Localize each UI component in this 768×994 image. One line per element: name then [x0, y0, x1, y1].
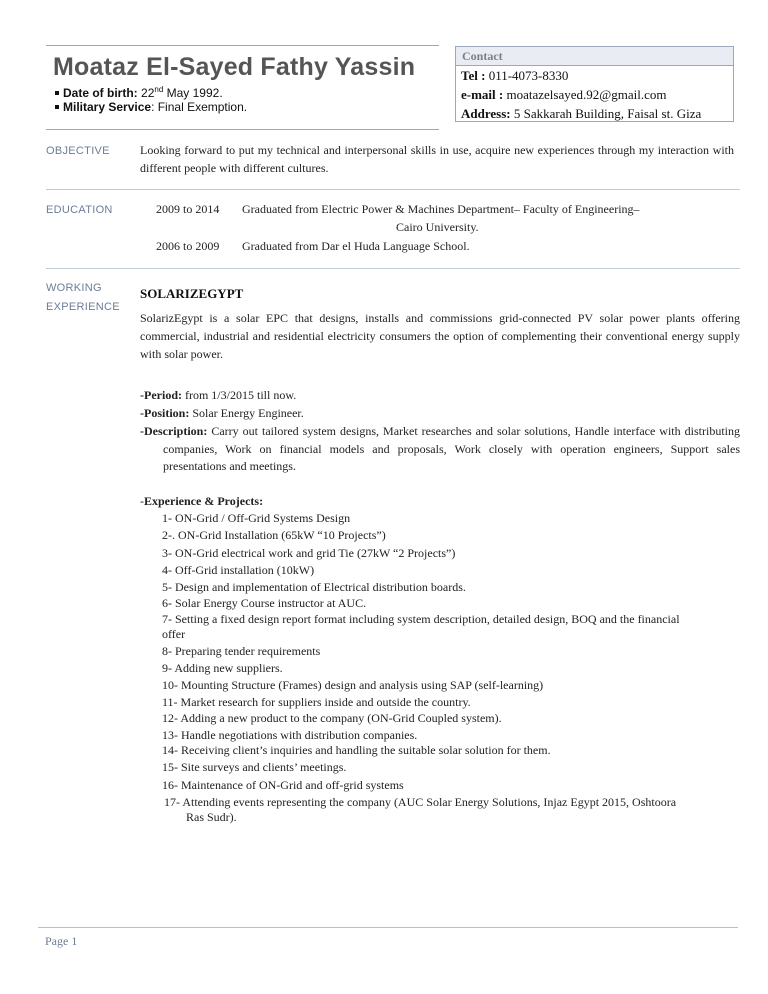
- education-desc: Graduated from Dar el Huda Language School.: [242, 239, 470, 253]
- period-value: from 1/3/2015 till now.: [181, 388, 297, 402]
- list-item: 3- ON-Grid electrical work and grid Tie (27kW “2 Projects”): [162, 546, 456, 560]
- contact-heading-bar: [456, 47, 733, 66]
- description: [140, 423, 740, 476]
- experience-label-line-1: WORKING: [46, 282, 102, 294]
- dob-day: 22: [141, 86, 155, 100]
- bullet-square-icon: [55, 105, 59, 109]
- list-item: 6- Solar Energy Course instructor at AUC.: [162, 596, 367, 610]
- education-desc: Graduated from Electric Power & Machines Department– Faculty of Engineering–: [242, 202, 640, 216]
- education-label: EDUCATION: [46, 204, 113, 216]
- position-value: Solar Energy Engineer.: [189, 406, 304, 420]
- list-item: 2-. ON-Grid Installation (65kW “10 Projects”): [162, 528, 386, 542]
- list-item: 14- Receiving client’s inquiries and handling the suitable solar solution for them.: [162, 743, 551, 757]
- list-item: 10- Mounting Structure (Frames) design and analysis using SAP (self-learning): [162, 678, 544, 692]
- list-item: 1- ON-Grid / Off-Grid Systems Design: [162, 511, 351, 525]
- list-item: 15- Site surveys and clients’ meetings.: [162, 760, 347, 774]
- section-divider: [46, 268, 740, 269]
- list-item: 17- Attending events representing the company (AUC Solar Energy Solutions, Injaz Egypt 2015, Oshtoora: [164, 795, 677, 809]
- list-item-cont: Ras Sudr).: [186, 810, 237, 824]
- email-label: e-mail :: [461, 87, 504, 102]
- position: [140, 404, 304, 422]
- dob-label: Date of birth:: [63, 86, 138, 100]
- period-label: -Period:: [140, 388, 182, 402]
- header-top-rule: [46, 45, 439, 46]
- projects-label: Experience & Projects:: [144, 494, 264, 508]
- projects-prefix: -: [140, 494, 144, 508]
- position-label: -Position:: [140, 406, 190, 420]
- objective-text: Looking forward to put my technical and interpersonal skills in use, acquire new experiences through my interaction with different people with different cultures.: [140, 143, 734, 175]
- list-item: 13- Handle negotiations with distribution companies.: [162, 728, 418, 742]
- list-item: 8- Preparing tender requirements: [162, 644, 321, 658]
- footer-rule: [38, 927, 738, 928]
- list-item: 9- Adding new suppliers.: [162, 661, 283, 675]
- list-item: 7- Setting a fixed design report format including system description, detailed design, BOQ and the financial: [162, 612, 680, 626]
- company-name: SOLARIZEGYPT: [140, 286, 244, 301]
- objective-label: OBJECTIVE: [46, 145, 110, 157]
- period: [140, 386, 296, 404]
- header-bottom-rule: [46, 129, 439, 130]
- description-value: Carry out tailored system designs, Market researches and solar solutions, Handle interface with distributing companies, Work on financial models and proposals, Work closely with operation engineers, Support sales presentations and meetings.: [163, 424, 740, 473]
- contact-tel: [461, 68, 568, 84]
- experience-label: [46, 279, 120, 317]
- bullet-square-icon: [55, 91, 59, 95]
- education-years: 2009 to 2014: [156, 202, 220, 216]
- experience-label-line-2: EXPERIENCE: [46, 301, 120, 313]
- contact-email: [461, 87, 666, 103]
- section-divider: [46, 189, 740, 190]
- military-service: [55, 100, 247, 114]
- dob-rest: May 1992.: [163, 86, 223, 100]
- list-item: 12- Adding a new product to the company (ON-Grid Coupled system).: [162, 711, 502, 725]
- projects-heading: [140, 492, 263, 510]
- military-value: : Final Exemption.: [151, 100, 248, 114]
- list-item: 4- Off-Grid installation (10kW): [162, 563, 315, 577]
- candidate-name: Moataz El-Sayed Fathy Yassin: [53, 53, 416, 81]
- list-item-cont: offer: [162, 627, 186, 641]
- dob-suffix: nd: [154, 85, 164, 94]
- date-of-birth: [55, 85, 223, 100]
- education-years: 2006 to 2009: [156, 239, 220, 253]
- company-description: SolarizEgypt is a solar EPC that designs, installs and commissions grid-connected PV solar power plants offering commercial, industrial and residential electricity consumers the option of complementing their conventional energy supply with solar power.: [140, 311, 740, 361]
- address-label: Address:: [461, 106, 511, 121]
- email-value: moatazelsayed.92@gmail.com: [503, 87, 667, 102]
- page-number: Page 1: [45, 934, 78, 948]
- military-label: Military Service: [63, 100, 152, 114]
- list-item: 11- Market research for suppliers inside and outside the country.: [162, 695, 471, 709]
- description-label: -Description:: [140, 424, 208, 438]
- contact-heading: Contact: [462, 49, 503, 63]
- list-item: 16- Maintenance of ON-Grid and off-grid systems: [162, 778, 404, 792]
- contact-address: [461, 106, 701, 122]
- list-item: 5- Design and implementation of Electrical distribution boards.: [162, 580, 466, 594]
- education-desc-cont: Cairo University.: [396, 220, 479, 234]
- address-value: 5 Sakkarah Building, Faisal st. Giza: [510, 106, 702, 121]
- tel-value: 011-4073-8330: [485, 68, 569, 83]
- tel-label: Tel :: [461, 68, 486, 83]
